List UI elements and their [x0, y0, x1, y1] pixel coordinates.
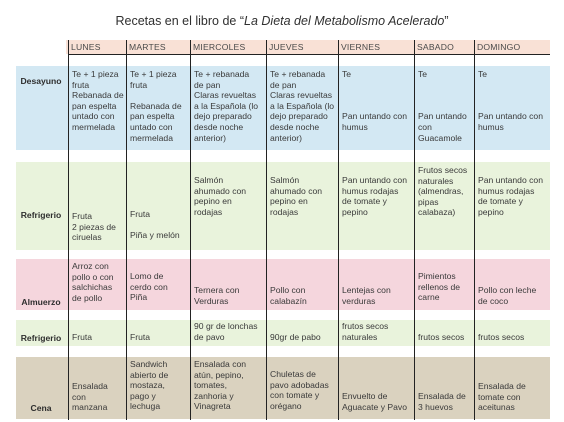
- meal-cell: frutos secos naturales: [342, 321, 389, 342]
- meal-cell: Arroz con pollo o con salchichas de pollo: [72, 261, 114, 303]
- day-header: MIERCOLES: [193, 42, 246, 52]
- meal-cell: Ternera con Verduras: [194, 285, 240, 306]
- meal-cell: 90gr de pabo: [270, 332, 321, 342]
- day-header: DOMINGO: [477, 42, 521, 52]
- meal-cell: Chuletas de pavo adobadas con tomate y orégano: [270, 369, 329, 411]
- column-divider: [126, 40, 127, 420]
- meal-cell: Te Pan untando con Guacamole: [418, 69, 467, 143]
- header-underline: [68, 54, 550, 55]
- meal-cell: Pimientos rellenos de carne: [418, 271, 461, 303]
- meal-cell: Pan untando con humus rodajas de tomate y pepino: [478, 175, 543, 217]
- meal-cell: 90 gr de lonchas de pavo: [194, 321, 258, 342]
- meal-cell: Lomo de cerdo con Piña: [130, 271, 168, 303]
- title-suffix: ”: [444, 14, 449, 28]
- meal-cell: Fruta Piña y melón: [130, 209, 180, 241]
- meal-cell: frutos secos: [418, 332, 465, 342]
- meal-label: Cena: [30, 403, 52, 413]
- title-book-name: La Dieta del Metabolismo Acelerado: [244, 14, 445, 28]
- meal-cell: Salmón ahumado con pepino en rodajas: [270, 175, 323, 217]
- meal-cell: Te + rebanada de pan Claras revueltas a la Española (lo dejo preparado desde noche anterior): [194, 69, 259, 143]
- meal-cell: Frutos secos naturales (almendras, pipas calabaza): [418, 165, 468, 218]
- meal-cell: Te Pan untando con humus: [342, 69, 407, 132]
- column-divider: [338, 40, 339, 420]
- meal-label: Desayuno: [20, 76, 62, 86]
- meal-cell: Salmón ahumado con pepino en rodajas: [194, 175, 247, 217]
- meal-label: Refrigerio: [20, 333, 62, 343]
- column-divider: [190, 40, 191, 420]
- meal-label: Refrigerio: [20, 210, 62, 220]
- title-prefix: Recetas en el libro de “: [115, 14, 245, 28]
- meal-cell: Fruta 2 piezas de ciruelas: [72, 211, 116, 243]
- column-divider: [266, 40, 267, 420]
- meal-cell: Pan untando con humus rodajas de tomate y pepino: [342, 175, 407, 217]
- meal-cell: Pollo con calabazín: [270, 285, 307, 306]
- meal-cell: Sandwich abierto de mostaza, pago y lechuga: [130, 359, 169, 412]
- meal-cell: Ensalada con manzana: [72, 381, 108, 413]
- day-header: LUNES: [71, 42, 101, 52]
- column-divider: [474, 40, 475, 420]
- meal-cell: Pollo con leche de coco: [478, 285, 537, 306]
- meal-cell: Ensalada de 3 huevos: [418, 391, 466, 412]
- day-header: MARTES: [129, 42, 166, 52]
- meal-cell: Te + 1 pieza fruta Rebanada de pan espelta untado con mermelada: [72, 69, 124, 132]
- day-header: VIERNES: [341, 42, 381, 52]
- meal-cell: Te Pan untando con humus: [478, 69, 543, 132]
- meal-cell: Ensalada con atún, pepino, tomates, zanhoria y Vinagreta: [194, 359, 247, 412]
- column-divider: [68, 40, 69, 420]
- meal-cell: Ensalada de tomate con aceitunas: [478, 381, 526, 413]
- meal-cell: Lentejas con verduras: [342, 285, 391, 306]
- column-divider: [414, 40, 415, 420]
- meal-cell: Fruta: [72, 332, 93, 342]
- day-header: JUEVES: [269, 42, 304, 52]
- meal-cell: Envuelto de Aguacate y Pavo: [342, 391, 407, 412]
- meal-label: Almuerzo: [21, 297, 61, 307]
- meal-cell: Fruta: [130, 332, 151, 342]
- meal-cell: Te + rebanada de pan Claras revueltas a la Española (lo dejo preparado desde noche anterior): [270, 69, 335, 143]
- meal-cell: Te + 1 pieza fruta Rebanada de pan espelta untado con mermelada: [130, 69, 182, 143]
- day-header: SABADO: [417, 42, 455, 52]
- meal-cell: frutos secos: [478, 332, 525, 342]
